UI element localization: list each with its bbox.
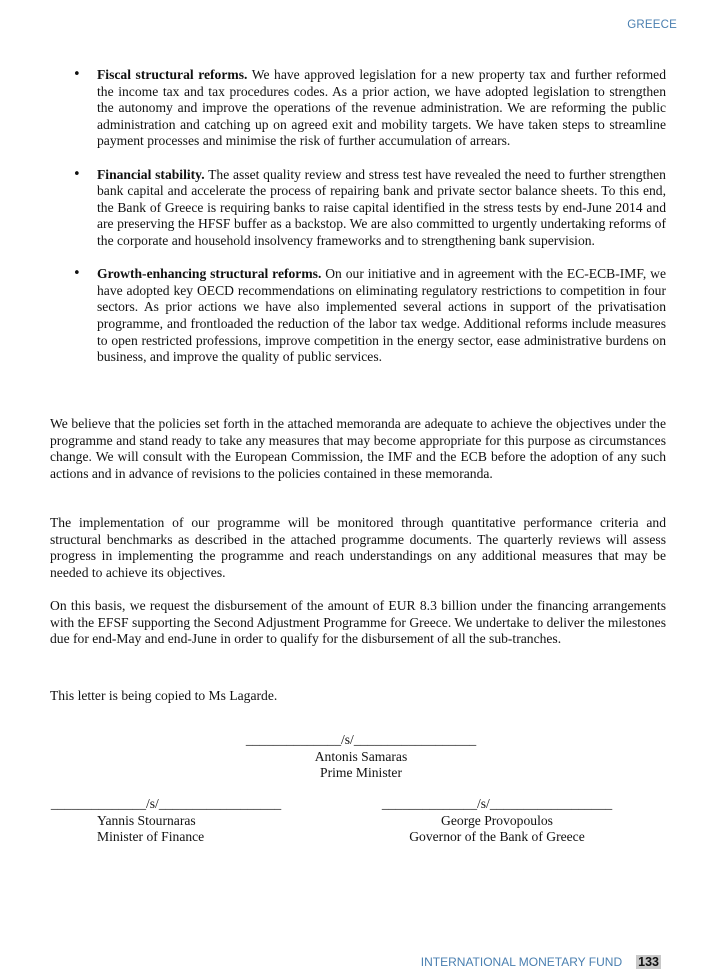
- footer-publisher: INTERNATIONAL MONETARY FUND: [420, 955, 623, 969]
- bullet-text: On our initiative and in agreement with the EC-ECB-IMF, we have adopted key OECD recommendations on eliminating regulatory restrictions to competition in four sectors. As prior actions we have also implemented several actions in support of the privatisation programme, and frontloaded the reduction of the labor tax wedge. Additional reforms include measures to open restricted professions, improve competition in the energy sector, ease administrative burdens on business, and improve the quality of public services.: [97, 266, 666, 365]
- page-number-badge: 133: [638, 955, 659, 969]
- paragraph-disbursement-request: On this basis, we request the disbursement of the amount of EUR 8.3 billion under the financing arrangements with the EFSF supporting the Second Adjustment Programme for Greece. We undertake to deliver the milestones due for end-May and end-June in order to qualify for the disbursement of all the sub-tranches.: [50, 598, 666, 647]
- bullet-text: The asset quality review and stress test have revealed the need to further strengthen bank capital and accelerate the process of repairing bank and private sector balance sheets. To this end, the Bank of Greece is requiring banks to raise capital identified in the stress tests by end-June 2014 and are preserving the HFSF buffer as a backstop. We are also committed to urgently undertaking reforms of the corporate and household insolvency frameworks and to strengthening bank supervision.: [97, 166, 666, 248]
- signature-line: ______________/s/__________________: [381, 796, 613, 811]
- bullet-fiscal-structural-reforms: [50, 67, 666, 150]
- bullet-icon: •: [73, 166, 81, 182]
- page-footer: [421, 955, 661, 969]
- paragraph-copy-note: This letter is being copied to Ms Lagarde.: [50, 688, 278, 703]
- signatory-title: Governor of the Bank of Greece: [409, 829, 585, 845]
- signatory-name: Yannis Stournaras: [97, 812, 196, 828]
- signatory-name: Antonis Samaras: [314, 748, 408, 764]
- signatory-title: Minister of Finance: [97, 829, 205, 845]
- bullet-financial-stability: [50, 167, 666, 250]
- running-head: GREECE: [627, 19, 677, 31]
- bullet-text: We have approved legislation for a new property tax and further reformed the income tax and tax procedures codes. As a prior action, we have adopted legislation to strengthen the autonomy and improve the operations of the revenue administration. We are reforming the public administration and catching up on agreed exit and mobility targets. We have taken steps to streamline payment processes and minimise the risk of further accumulation of arrears.: [97, 67, 666, 149]
- signatory-name: George Provopoulos: [441, 812, 553, 828]
- signature-minister-of-finance: [49, 796, 283, 846]
- reform-bullet-list: [50, 67, 666, 382]
- bullet-lead: Financial stability.: [97, 166, 205, 182]
- bullet-icon: •: [73, 266, 81, 282]
- bullet-lead: Fiscal structural reforms.: [97, 67, 248, 82]
- paragraph-monitoring: The implementation of our programme will be monitored through quantitative performance criteria and structural benchmarks as described in the attached programme documents. The quarterly reviews will assess progress in implementing the programme and reach understandings on any additional measures that may be needed to achieve its objectives.: [50, 515, 666, 580]
- signature-prime-minister: [244, 732, 478, 782]
- bullet-lead: Growth-enhancing structural reforms.: [97, 266, 322, 282]
- signature-line: ______________/s/__________________: [245, 732, 477, 747]
- signatory-title: Prime Minister: [320, 765, 402, 781]
- signature-bank-governor: [380, 796, 614, 846]
- signature-line: ______________/s/__________________: [50, 796, 282, 811]
- paragraph-policies: We believe that the policies set forth in the attached memoranda are adequate to achieve the objectives under the programme and stand ready to take any measures that may become appropriate for this purpose as circumstances change. We will consult with the European Commission, the IMF and the ECB before the adoption of any such actions and in advance of revisions to the policies contained in these memoranda.: [50, 416, 666, 481]
- bullet-growth-enhancing-reforms: [50, 266, 666, 366]
- bullet-icon: •: [73, 67, 81, 82]
